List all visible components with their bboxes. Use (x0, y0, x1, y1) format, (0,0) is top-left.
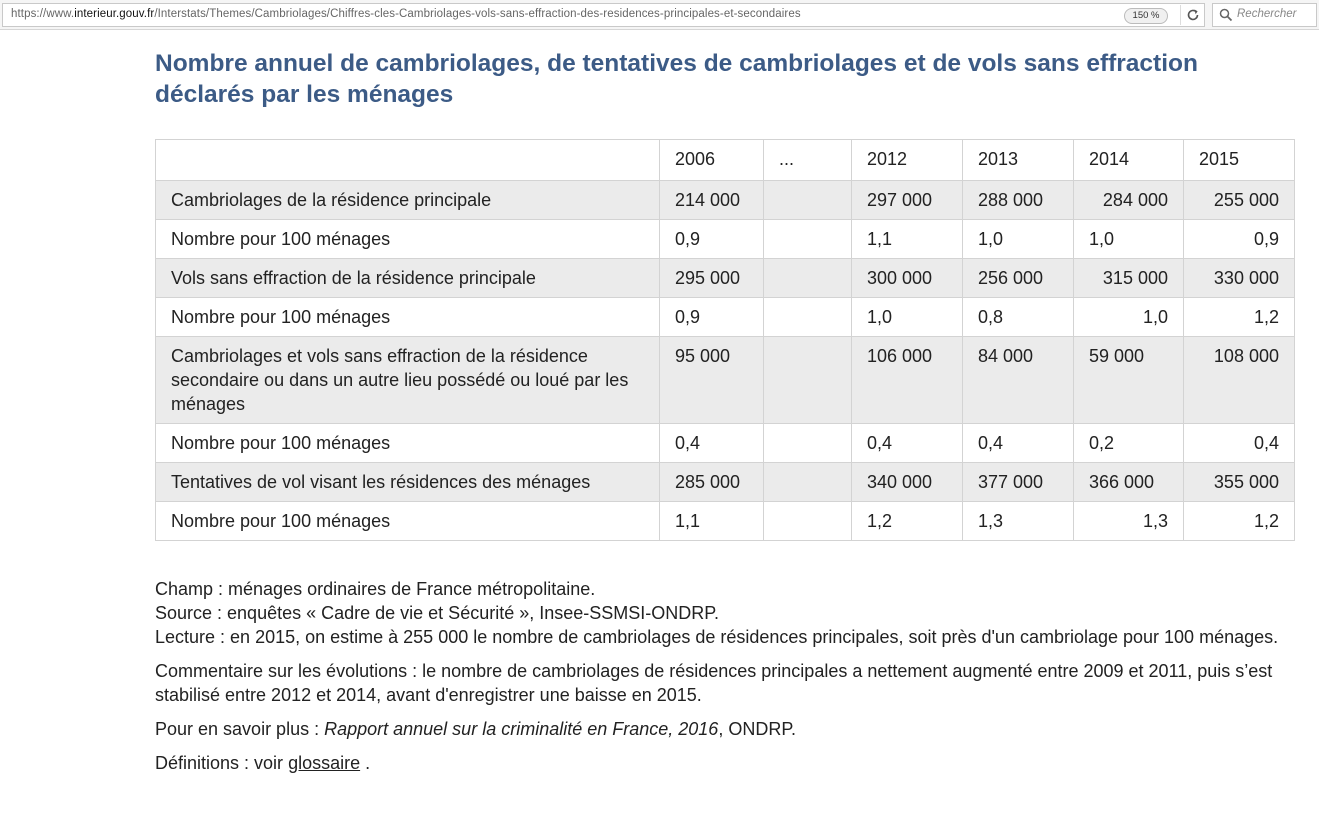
table-header-cell: 2014 (1074, 140, 1184, 181)
table-cell: 108 000 (1184, 337, 1295, 424)
table-row (156, 424, 1295, 463)
table-header-cell: 2006 (660, 140, 764, 181)
table-notes (155, 577, 1295, 775)
table-cell (764, 298, 852, 337)
table-cell: 1,0 (852, 298, 963, 337)
glossaire-link[interactable]: glossaire (288, 753, 361, 773)
search-placeholder: Rechercher (1237, 8, 1297, 20)
table-header-cell: ... (764, 140, 852, 181)
row-label: Nombre pour 100 ménages (156, 298, 660, 337)
definitions-suffix: . (360, 753, 371, 773)
note-commentaire: Commentaire sur les évolutions : le nombre de cambriolages de résidences principales a nettement augmenté entre 2009 et 2011, puis s’est stabilisé entre 2012 et 2014, avant d'enregistrer une baisse en 2015. (155, 661, 1273, 705)
table-header-cell: 2015 (1184, 140, 1295, 181)
table-cell: 106 000 (852, 337, 963, 424)
table-cell: 315 000 (1074, 259, 1184, 298)
table-header-cell: 2012 (852, 140, 963, 181)
table-cell: 1,0 (1074, 298, 1184, 337)
savoir-prefix: Pour en savoir plus : (155, 719, 325, 739)
table-cell: 285 000 (660, 463, 764, 502)
table-header-cell (156, 140, 660, 181)
table-cell: 0,9 (660, 220, 764, 259)
url-path: /Interstats/Themes/Cambriolages/Chiffres-cles-Cambriolages-vols-sans-effraction-des-residences-principales-et-secondaires (154, 8, 801, 20)
table-cell: 288 000 (963, 181, 1074, 220)
note-source: Source : enquêtes « Cadre de vie et Sécurité », Insee-SSMSI-ONDRP. (155, 603, 719, 623)
table-cell: 0,4 (963, 424, 1074, 463)
table-cell: 1,0 (963, 220, 1074, 259)
table-cell: 59 000 (1074, 337, 1184, 424)
savoir-suffix: , ONDRP. (718, 719, 796, 739)
table-row (156, 502, 1295, 541)
table-row (156, 220, 1295, 259)
row-label: Nombre pour 100 ménages (156, 502, 660, 541)
table-cell (764, 463, 852, 502)
table-cell: 256 000 (963, 259, 1074, 298)
table-cell: 295 000 (660, 259, 764, 298)
table-cell: 300 000 (852, 259, 963, 298)
table-cell: 1,1 (852, 220, 963, 259)
row-label: Tentatives de vol visant les résidences des ménages (156, 463, 660, 502)
row-label: Cambriolages de la résidence principale (156, 181, 660, 220)
table-cell: 366 000 (1074, 463, 1184, 502)
table-cell: 355 000 (1184, 463, 1295, 502)
table-cell: 0,2 (1074, 424, 1184, 463)
page-title: Nombre annuel de cambriolages, de tentatives de cambriolages et de vols sans effraction déclarés par les ménages (155, 50, 1198, 108)
table-cell: 1,2 (1184, 298, 1295, 337)
note-lecture: Lecture : en 2015, on estime à 255 000 le nombre de cambriolages de résidences principales, soit près d'un cambriolage pour 100 ménages. (155, 627, 1279, 647)
table-cell (764, 337, 852, 424)
address-bar[interactable] (2, 3, 1205, 27)
table-row (156, 337, 1295, 424)
row-label: Cambriolages et vols sans effraction de la résidence secondaire ou dans un autre lieu possédé ou loué par les ménages (156, 337, 660, 424)
table-cell: 1,2 (852, 502, 963, 541)
table-cell: 0,8 (963, 298, 1074, 337)
table-cell: 1,2 (1184, 502, 1295, 541)
table-row (156, 298, 1295, 337)
table-cell: 95 000 (660, 337, 764, 424)
note-champ: Champ : ménages ordinaires de France métropolitaine. (155, 579, 596, 599)
definitions-prefix: Définitions : voir (155, 753, 289, 773)
table-cell (764, 259, 852, 298)
table-header-cell: 2013 (963, 140, 1074, 181)
table-cell: 297 000 (852, 181, 963, 220)
table-cell: 284 000 (1074, 181, 1184, 220)
table-cell: 1,1 (660, 502, 764, 541)
search-box[interactable] (1212, 3, 1317, 27)
table-cell: 84 000 (963, 337, 1074, 424)
table-cell: 0,9 (1184, 220, 1295, 259)
table-row (156, 463, 1295, 502)
reload-icon (1181, 5, 1205, 25)
row-label: Vols sans effraction de la résidence principale (156, 259, 660, 298)
table-cell: 0,4 (852, 424, 963, 463)
report-title: Rapport annuel sur la criminalité en France, 2016 (324, 719, 719, 739)
table-cell: 377 000 (963, 463, 1074, 502)
note-en-savoir-plus (155, 717, 1295, 741)
table-cell: 330 000 (1184, 259, 1295, 298)
table-cell: 214 000 (660, 181, 764, 220)
row-label: Nombre pour 100 ménages (156, 220, 660, 259)
table-row (156, 259, 1295, 298)
url-prefix: https://www. (11, 8, 75, 20)
table-header-row (156, 140, 1295, 181)
browser-toolbar (0, 0, 1319, 30)
table-cell (764, 424, 852, 463)
search-icon (1219, 8, 1233, 22)
table-cell: 255 000 (1184, 181, 1295, 220)
table-cell: 1,0 (1074, 220, 1184, 259)
zoom-indicator[interactable]: 150 % (1124, 8, 1168, 24)
url-text (11, 8, 801, 20)
table-row (156, 181, 1295, 220)
note-definitions (155, 751, 1295, 775)
table-cell: 1,3 (1074, 502, 1184, 541)
table-cell: 0,4 (660, 424, 764, 463)
table-cell: 340 000 (852, 463, 963, 502)
reload-button[interactable] (1180, 5, 1205, 25)
row-label: Nombre pour 100 ménages (156, 424, 660, 463)
table-cell: 0,4 (1184, 424, 1295, 463)
table-cell (764, 220, 852, 259)
table-cell (764, 502, 852, 541)
table-cell: 1,3 (963, 502, 1074, 541)
table-cell (764, 181, 852, 220)
statistics-table (155, 139, 1295, 541)
table-cell: 0,9 (660, 298, 764, 337)
url-domain: interieur.gouv.fr (74, 8, 155, 20)
